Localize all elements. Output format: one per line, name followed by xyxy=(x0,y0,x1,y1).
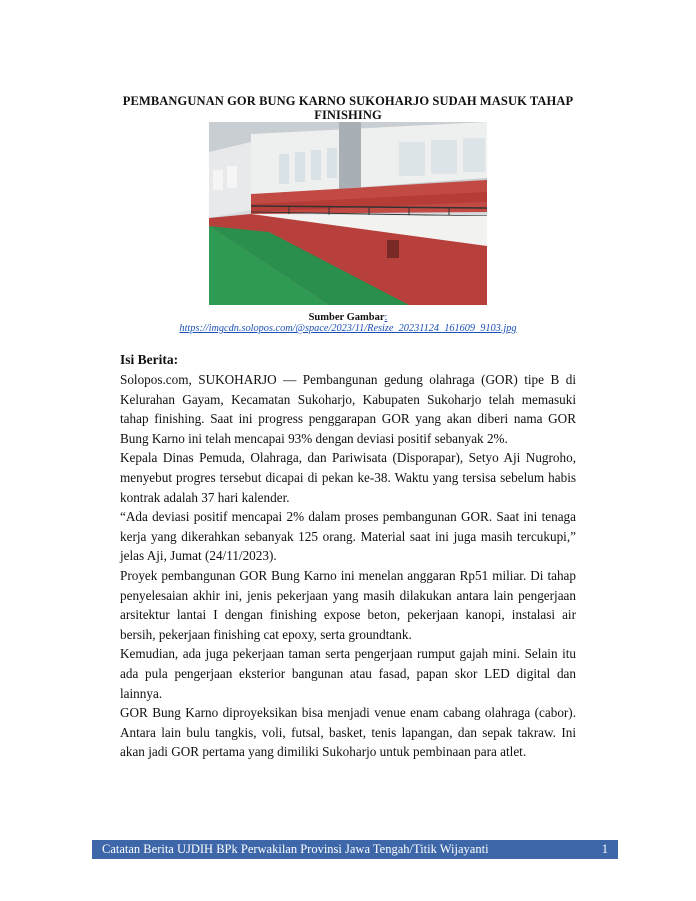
page-footer xyxy=(92,840,618,859)
stadium-photo xyxy=(209,122,487,305)
footer-text: Catatan Berita UJDIH BPk Perwakilan Provinsi Jawa Tengah/Titik Wijayanti xyxy=(102,842,489,856)
image-source-link[interactable]: https://imgcdn.solopos.com/@space/2023/11/Resize_20231124_161609_9103.jpg xyxy=(179,323,517,334)
article-title: PEMBANGUNAN GOR BUNG KARNO SUKOHARJO SUDAH MASUK TAHAP FINISHING xyxy=(122,94,574,122)
image-source-colon: : xyxy=(384,312,388,323)
article-paragraph: Proyek pembangunan GOR Bung Karno ini menelan anggaran Rp51 miliar. Di tahap penyelesaian akhir ini, jenis pekerjaan yang masih dilakukan antara lain pengerjaan arsitektur lantai I dengan finishing expose beton, pekerjaan kanopi, instalasi air bersih, pekerjaan finishing cat epoxy, serta groundtank. xyxy=(120,567,576,642)
page-number: 1 xyxy=(601,842,608,856)
section-heading: Isi Berita: xyxy=(120,352,179,367)
article-body xyxy=(120,370,576,762)
image-source-caption xyxy=(120,312,576,323)
image-source-label: Sumber Gambar xyxy=(308,312,385,323)
article-paragraph: GOR Bung Karno diproyeksikan bisa menjadi venue enam cabang olahraga (cabor). Antara lain bulu tangkis, voli, futsal, basket, tenis lapangan, dan sepak takraw. Ini akan jadi GOR pertama yang dimiliki Sukoharjo untuk pembinaan para atlet. xyxy=(120,705,576,760)
article-paragraph: Kepala Dinas Pemuda, Olahraga, dan Pariwisata (Disporapar), Setyo Aji Nugroho, menyebut progres tersebut dicapai di pekan ke-38. Waktu yang tersisa sebelum habis kontrak adalah 37 hari kalender. xyxy=(120,450,576,505)
article-paragraph: “Ada deviasi positif mencapai 2% dalam proses pembangunan GOR. Saat ini tenaga kerja yang dikerahkan sebanyak 125 orang. Material saat ini juga masih tercukupi,” jelas Aji, Jumat (24/11/2023). xyxy=(120,509,576,564)
article-paragraph: Solopos.com, SUKOHARJO — Pembangunan gedung olahraga (GOR) tipe B di Kelurahan Gayam, Kecamatan Sukoharjo, Kabupaten Sukoharjo telah memasuki tahap finishing. Saat ini progress penggarapan GOR yang akan diberi nama GOR Bung Karno ini telah mencapai 93% dengan deviasi positif sebanyak 2%. xyxy=(120,372,576,446)
article-paragraph: Kemudian, ada juga pekerjaan taman serta pengerjaan rumput gajah mini. Selain itu ada pula pengerjaan eksterior bangunan atau fasad, papan skor LED digital dan lainnya. xyxy=(120,646,576,701)
